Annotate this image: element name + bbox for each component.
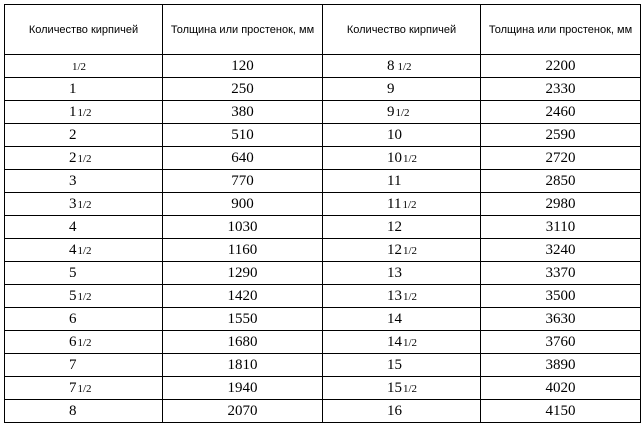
table-row: [5, 239, 641, 262]
brick-count-cell-left: [5, 377, 163, 400]
brick-count-cell-right: [323, 216, 481, 239]
brick-count-fraction: 1/2: [77, 198, 92, 211]
thickness-cell-left: 250: [163, 78, 323, 101]
brick-count-cell-left: [5, 101, 163, 124]
thickness-cell-right: 2720: [481, 147, 641, 170]
brick-count-whole: 6: [69, 310, 77, 327]
brick-count-cell-right: [323, 193, 481, 216]
brick-count-cell-right: [323, 147, 481, 170]
brick-count-whole: 7: [69, 356, 77, 373]
brick-count-whole: 9: [387, 80, 395, 97]
brick-count-fraction: 1/2: [397, 60, 412, 73]
table-body: [5, 55, 641, 423]
table-row: [5, 170, 641, 193]
thickness-cell-right: 3110: [481, 216, 641, 239]
table-header-row: [5, 5, 641, 55]
brick-count-cell-left: [5, 354, 163, 377]
brick-count-cell-right: [323, 170, 481, 193]
brick-count-cell-right: [323, 400, 481, 423]
brick-count-cell-left: [5, 147, 163, 170]
brick-count-cell-right: [323, 308, 481, 331]
brick-count-fraction: 1/2: [403, 382, 418, 395]
brick-count-cell-right: [323, 101, 481, 124]
brick-count-cell-left: [5, 170, 163, 193]
thickness-cell-left: 380: [163, 101, 323, 124]
table-row: [5, 262, 641, 285]
brick-count-fraction: 1/2: [77, 336, 92, 349]
brick-count-cell-right: [323, 78, 481, 101]
table-row: [5, 101, 641, 124]
brick-count-whole: 4: [69, 218, 77, 235]
brick-count-cell-left: [5, 285, 163, 308]
brick-count-fraction: 1/2: [77, 152, 92, 165]
brick-thickness-table-container: [4, 4, 638, 423]
brick-count-fraction: 1/2: [403, 152, 418, 165]
brick-count-whole: 14: [387, 333, 402, 350]
brick-count-cell-left: [5, 216, 163, 239]
thickness-cell-right: 3240: [481, 239, 641, 262]
brick-count-whole: 6: [69, 333, 77, 350]
table-row: [5, 354, 641, 377]
brick-count-whole: 10: [387, 126, 402, 143]
brick-count-whole: 12: [387, 241, 402, 258]
thickness-cell-right: 3630: [481, 308, 641, 331]
thickness-cell-left: 1290: [163, 262, 323, 285]
brick-count-whole: 1: [69, 80, 77, 97]
brick-count-whole: 4: [69, 241, 77, 258]
thickness-cell-left: 510: [163, 124, 323, 147]
column-header-thickness-right: Толщина или простенок, мм: [481, 5, 641, 55]
thickness-cell-left: 1550: [163, 308, 323, 331]
thickness-cell-right: 4150: [481, 400, 641, 423]
table-row: [5, 124, 641, 147]
brick-count-whole: 9: [387, 103, 395, 120]
thickness-cell-left: 640: [163, 147, 323, 170]
brick-count-cell-left: [5, 308, 163, 331]
thickness-cell-left: 1030: [163, 216, 323, 239]
thickness-cell-right: 2460: [481, 101, 641, 124]
brick-count-cell-right: [323, 331, 481, 354]
thickness-cell-right: 3760: [481, 331, 641, 354]
table-row: [5, 216, 641, 239]
column-header-brick-count-right: Количество кирпичей: [323, 5, 481, 55]
thickness-cell-right: 2590: [481, 124, 641, 147]
brick-count-cell-left: [5, 262, 163, 285]
thickness-cell-left: 770: [163, 170, 323, 193]
brick-count-fraction: 1/2: [72, 60, 87, 73]
brick-count-fraction: 1/2: [403, 244, 418, 257]
table-row: [5, 147, 641, 170]
brick-count-whole: 8: [69, 402, 77, 419]
brick-thickness-table: [4, 4, 641, 423]
brick-count-cell-right: [323, 285, 481, 308]
brick-count-cell-left: [5, 78, 163, 101]
brick-count-fraction: 1/2: [77, 244, 92, 257]
thickness-cell-right: 2980: [481, 193, 641, 216]
brick-count-whole: 2: [69, 149, 77, 166]
brick-count-fraction: 1/2: [77, 382, 92, 395]
brick-count-whole: 3: [69, 172, 77, 189]
brick-count-whole: 2: [69, 126, 77, 143]
brick-count-cell-right: [323, 354, 481, 377]
table-row: [5, 377, 641, 400]
column-header-brick-count-left: Количество кирпичей: [5, 5, 163, 55]
table-row: [5, 400, 641, 423]
brick-count-whole: 15: [387, 379, 402, 396]
thickness-cell-left: 1680: [163, 331, 323, 354]
table-row: [5, 193, 641, 216]
brick-count-cell-right: [323, 55, 481, 78]
table-row: [5, 78, 641, 101]
brick-count-cell-right: [323, 377, 481, 400]
table-row: [5, 55, 641, 78]
brick-count-fraction: 1/2: [395, 106, 410, 119]
brick-count-fraction: 1/2: [77, 106, 92, 119]
thickness-cell-left: 120: [163, 55, 323, 78]
brick-count-whole: 7: [69, 379, 77, 396]
thickness-cell-left: 1810: [163, 354, 323, 377]
brick-count-cell-left: [5, 55, 163, 78]
brick-count-whole: 8: [387, 57, 395, 74]
brick-count-fraction: 1/2: [402, 198, 417, 211]
brick-count-whole: 16: [387, 402, 402, 419]
thickness-cell-left: 1160: [163, 239, 323, 262]
brick-count-whole: 1: [69, 103, 77, 120]
thickness-cell-right: 2850: [481, 170, 641, 193]
brick-count-whole: 3: [69, 195, 77, 212]
brick-count-whole: 13: [387, 264, 402, 281]
thickness-cell-right: 3500: [481, 285, 641, 308]
brick-count-whole: 15: [387, 356, 402, 373]
brick-count-cell-right: [323, 124, 481, 147]
brick-count-fraction: 1/2: [403, 336, 418, 349]
brick-count-whole: 11: [387, 172, 402, 189]
table-row: [5, 331, 641, 354]
thickness-cell-right: 2200: [481, 55, 641, 78]
brick-count-whole: 10: [387, 149, 402, 166]
brick-count-cell-right: [323, 239, 481, 262]
brick-count-whole: 14: [387, 310, 402, 327]
brick-count-cell-left: [5, 124, 163, 147]
brick-count-whole: 11: [387, 195, 402, 212]
brick-count-cell-left: [5, 331, 163, 354]
thickness-cell-right: 2330: [481, 78, 641, 101]
brick-count-cell-left: [5, 193, 163, 216]
brick-count-cell-left: [5, 400, 163, 423]
brick-count-fraction: 1/2: [77, 290, 92, 303]
brick-count-cell-left: [5, 239, 163, 262]
column-header-thickness-left: Толщина или простенок, мм: [163, 5, 323, 55]
thickness-cell-left: 1940: [163, 377, 323, 400]
brick-count-whole: 12: [387, 218, 402, 235]
thickness-cell-left: 900: [163, 193, 323, 216]
brick-count-whole: 5: [69, 287, 77, 304]
thickness-cell-right: 4020: [481, 377, 641, 400]
thickness-cell-left: 1420: [163, 285, 323, 308]
brick-count-fraction: 1/2: [403, 290, 418, 303]
thickness-cell-left: 2070: [163, 400, 323, 423]
brick-count-whole: 5: [69, 264, 77, 281]
table-row: [5, 308, 641, 331]
thickness-cell-right: 3370: [481, 262, 641, 285]
thickness-cell-right: 3890: [481, 354, 641, 377]
brick-count-cell-right: [323, 262, 481, 285]
table-row: [5, 285, 641, 308]
brick-count-whole: 13: [387, 287, 402, 304]
